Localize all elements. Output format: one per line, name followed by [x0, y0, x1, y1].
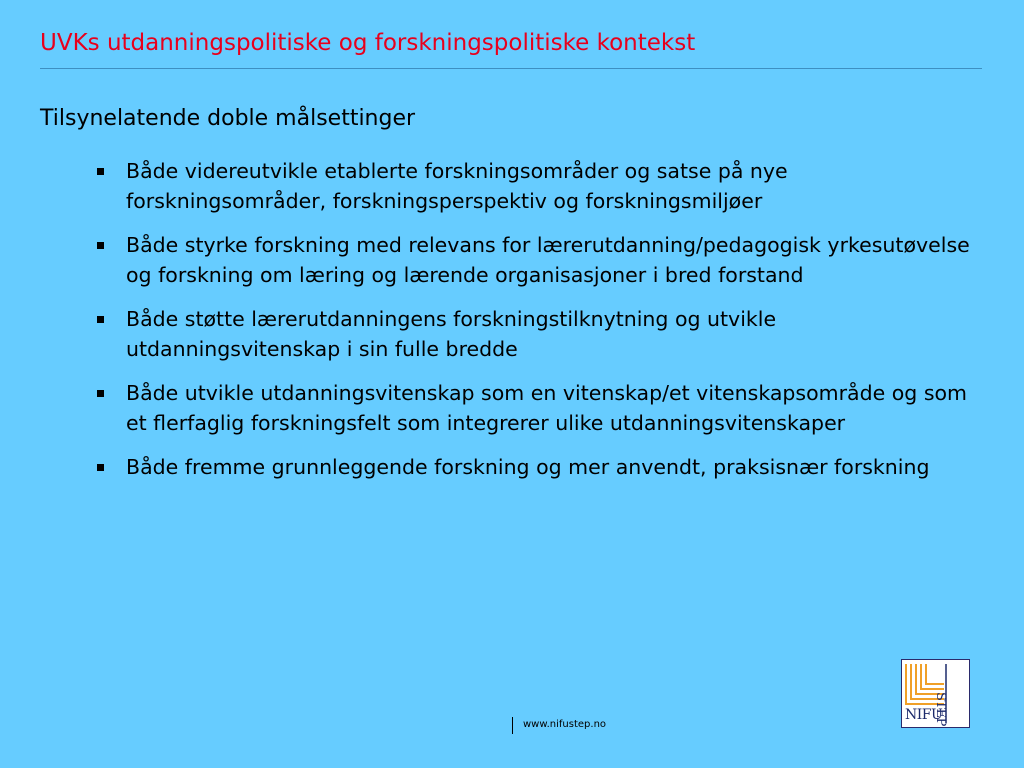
square-bullet-icon	[97, 168, 104, 175]
nifu-step-logo	[901, 659, 970, 728]
bullet-list	[94, 156, 974, 496]
slide-subtitle: Tilsynelatende doble målsettinger	[40, 106, 416, 131]
logo-step-text: STEP	[933, 692, 948, 726]
footer-divider	[512, 717, 513, 734]
bullet-item	[94, 304, 974, 364]
bullet-text: Både utvikle utdanningsvitenskap som en vitenskap/et vitenskapsområde og som et flerfaglig forskningsfelt som integrerer ulike utdanningsvitenskaper	[126, 381, 968, 435]
bullet-text: Både støtte lærerutdanningens forskningstilknytning og utvikle utdanningsvitenskap i sin fulle bredde	[126, 307, 777, 361]
slide-title: UVKs utdanningspolitiske og forskningspolitiske kontekst	[40, 30, 696, 56]
bullet-item	[94, 378, 974, 438]
bullet-text: Både styrke forskning med relevans for lærerutdanning/pedagogisk yrkesutøvelse og forskning om læring og lærende organisasjoner i bred forstand	[126, 233, 970, 287]
bullet-text: Både fremme grunnleggende forskning og mer anvendt, praksisnær forskning	[126, 455, 930, 479]
bullet-item	[94, 452, 974, 482]
square-bullet-icon	[97, 242, 104, 249]
square-bullet-icon	[97, 464, 104, 471]
bullet-item	[94, 230, 974, 290]
bullet-text: Både videreutvikle etablerte forskningsområder og satse på nye forskningsområder, forskningsperspektiv og forskningsmiljøer	[126, 159, 788, 213]
square-bullet-icon	[97, 390, 104, 397]
square-bullet-icon	[97, 316, 104, 323]
footer-url: www.nifustep.no	[523, 719, 607, 730]
bullet-item	[94, 156, 974, 216]
logo-nifu-text: NIFU	[905, 707, 943, 723]
title-divider	[40, 68, 982, 69]
